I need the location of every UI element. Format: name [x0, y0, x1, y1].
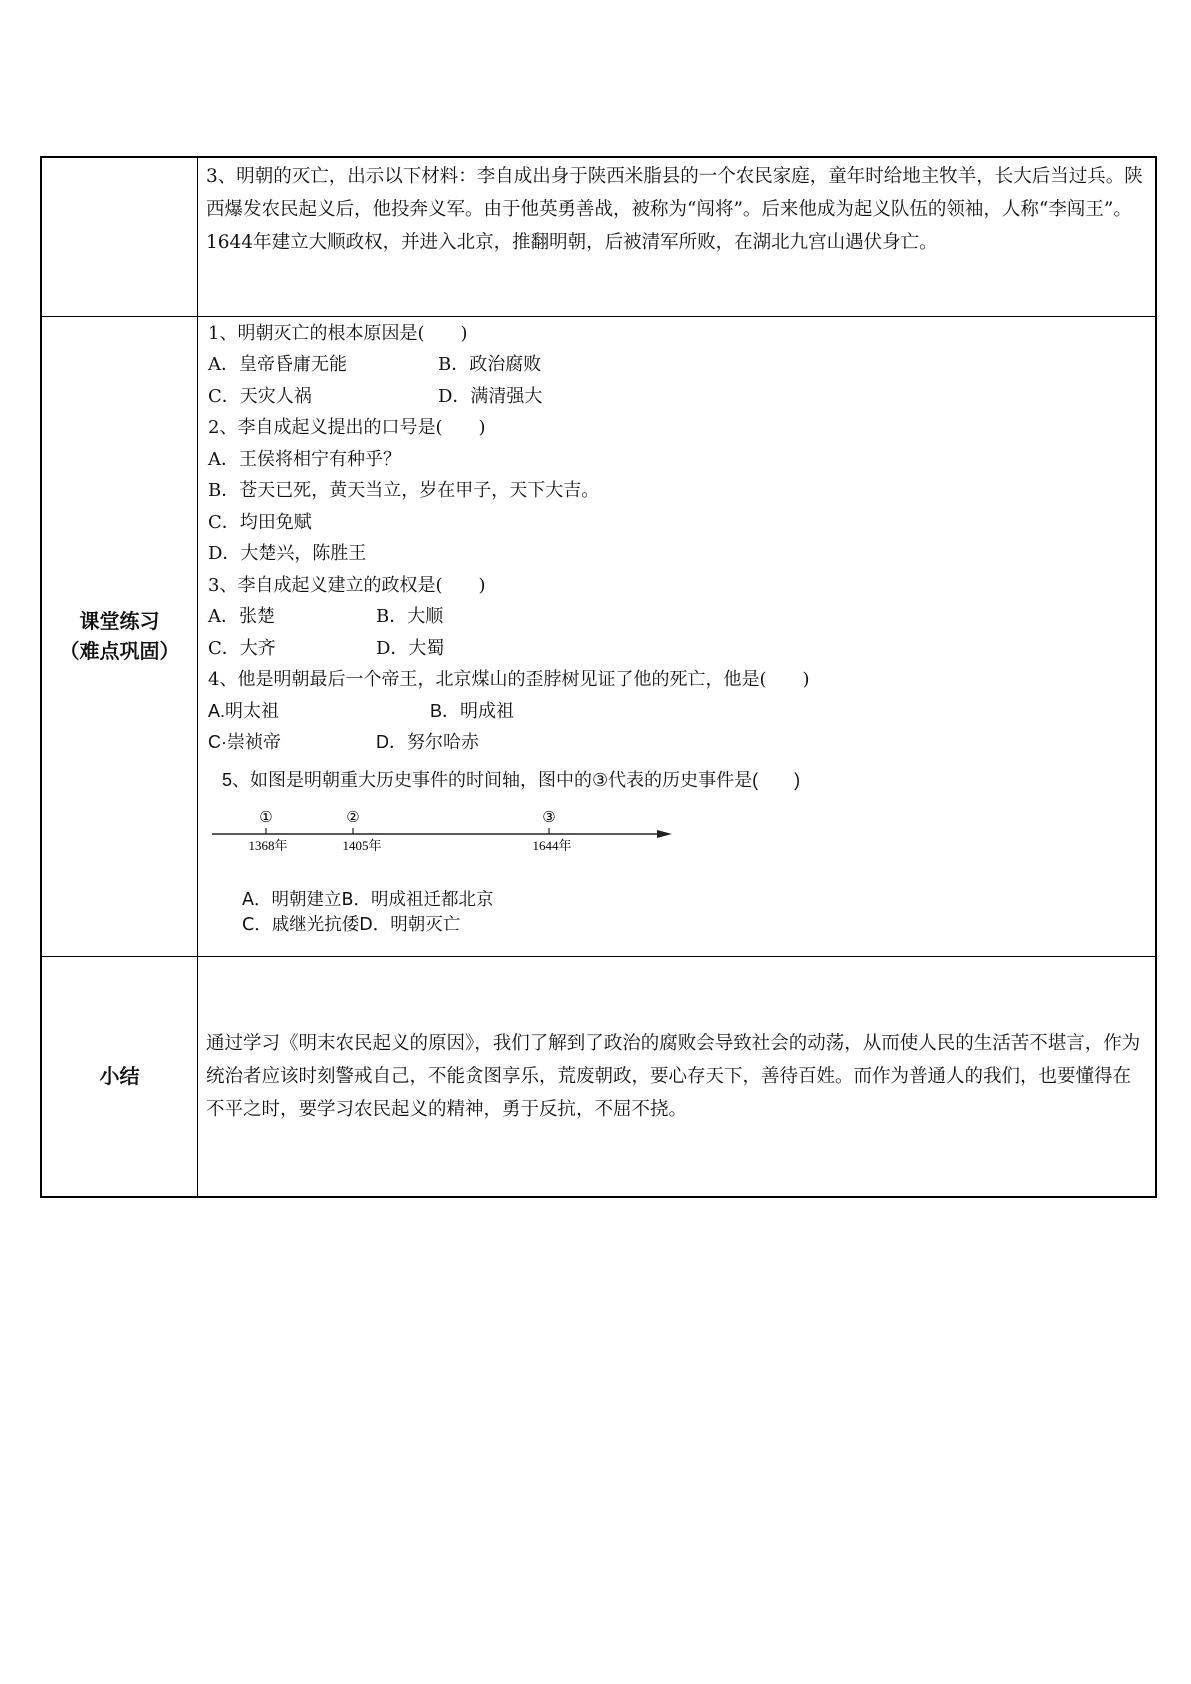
q5-options-cd: [242, 913, 494, 938]
q5-option-c: C．戚继光抗倭: [242, 915, 360, 935]
q3-option-a: A．张楚: [208, 606, 275, 627]
summary-heading-cell: [41, 957, 198, 1197]
question-1-options-ab: [208, 349, 1145, 381]
q4-option-a: A.明太祖: [208, 700, 280, 721]
summary-cell: [198, 957, 1157, 1197]
q5-options-ab: [242, 888, 494, 913]
question-2: 2、李自成起义提出的口号是( ): [208, 417, 486, 438]
q3-option-d: D．大蜀: [376, 637, 445, 659]
exercise-subheading: （难点巩固）: [59, 639, 180, 664]
q4-option-b: B．明成祖: [430, 700, 515, 721]
q1-option-d: D．满清强大: [438, 385, 543, 407]
q3-option-b: B．大顺: [376, 606, 444, 627]
q5-option-a: A．明朝建立: [242, 890, 342, 910]
exercise-row: [41, 316, 1156, 957]
q2-option-a: A．王侯将相宁有种乎？: [208, 448, 401, 470]
q5-option-d: D．明朝灭亡: [359, 915, 461, 935]
timeline-figure: [198, 796, 1155, 956]
exercise-cell: [198, 316, 1157, 957]
summary-heading: 小结: [99, 1064, 140, 1089]
exercise-heading-cell: [41, 316, 198, 957]
q2-option-c: C．均田免赋: [208, 511, 312, 533]
timeline-year-1: 1368年: [248, 838, 288, 853]
q3-option-c: C．大齐: [208, 637, 276, 659]
q5-option-b: B．明成祖迁都北京: [341, 890, 494, 910]
question-5: 5、如图是明朝重大历史事件的时间轴，图中的③代表的历史事件是( ): [222, 769, 801, 790]
q4-option-d: D．努尔哈赤: [376, 732, 479, 752]
question-4-options-ab: [208, 696, 1145, 728]
exercise-heading: 课堂练习: [79, 609, 160, 634]
lesson-table: [40, 156, 1157, 1198]
timeline-mark-3: ③: [542, 808, 556, 826]
timeline-arrow-icon: [657, 830, 672, 838]
summary-row: [41, 957, 1156, 1197]
q2-option-d: D．大楚兴，陈胜王: [208, 543, 367, 564]
question-4: 4、他是明朝最后一个帝王，北京煤山的歪脖树见证了他的死亡，他是( ): [208, 669, 810, 690]
question-3: 3、李自成起义建立的政权是( ): [208, 574, 486, 596]
timeline-mark-2: ②: [346, 808, 360, 826]
material-left-cell: [41, 157, 198, 316]
q1-option-b: B．政治腐败: [438, 354, 542, 375]
material-text: 3、明朝的灭亡，出示以下材料：李自成出身于陕西米脂县的一个农民家庭，童年时给地主牧羊，长大后当过兵。陕西爆发农民起义后，他投奔义军。由于他英勇善战，被称为“闯将”。后来他成为起义队伍的领袖，人称“李闯王”。1644年建立大顺政权，并进入北京，推翻明朝，后被清军所败，在湖北九宫山遇伏身亡。: [206, 166, 1143, 253]
material-row: [41, 157, 1156, 316]
material-cell: [198, 157, 1157, 316]
timeline-mark-1: ①: [259, 808, 273, 826]
question-list: [198, 317, 1155, 797]
q5-options: [198, 888, 494, 938]
timeline-svg: [212, 800, 732, 860]
q1-option-a: A．皇帝昏庸无能: [208, 354, 347, 375]
question-1: 1、明朝灭亡的根本原因是( ): [208, 322, 468, 344]
question-1-options-cd: [208, 381, 1145, 413]
summary-text: 通过学习《明末农民起义的原因》，我们了解到了政治的腐败会导致社会的动荡，从而使人民的生活苦不堪言，作为统治者应该时刻警戒自己，不能贪图享乐，荒废朝政，要心存天下，善待百姓。而作为普通人的我们，也要懂得在不平之时，要学习农民起义的精神，勇于反抗，不屈不挠。: [206, 1032, 1141, 1120]
q4-option-c: C·崇祯帝: [208, 732, 281, 752]
question-4-options-cd: [208, 727, 1145, 759]
question-3-options-ab: [208, 601, 1145, 633]
timeline-year-2: 1405年: [342, 838, 382, 853]
question-3-options-cd: [208, 633, 1145, 665]
q1-option-c: C．天灾人祸: [208, 385, 312, 407]
q2-option-b: B．苍天已死，黄天当立，岁在甲子，天下大吉。: [208, 480, 600, 501]
timeline-year-3: 1644年: [532, 838, 572, 853]
